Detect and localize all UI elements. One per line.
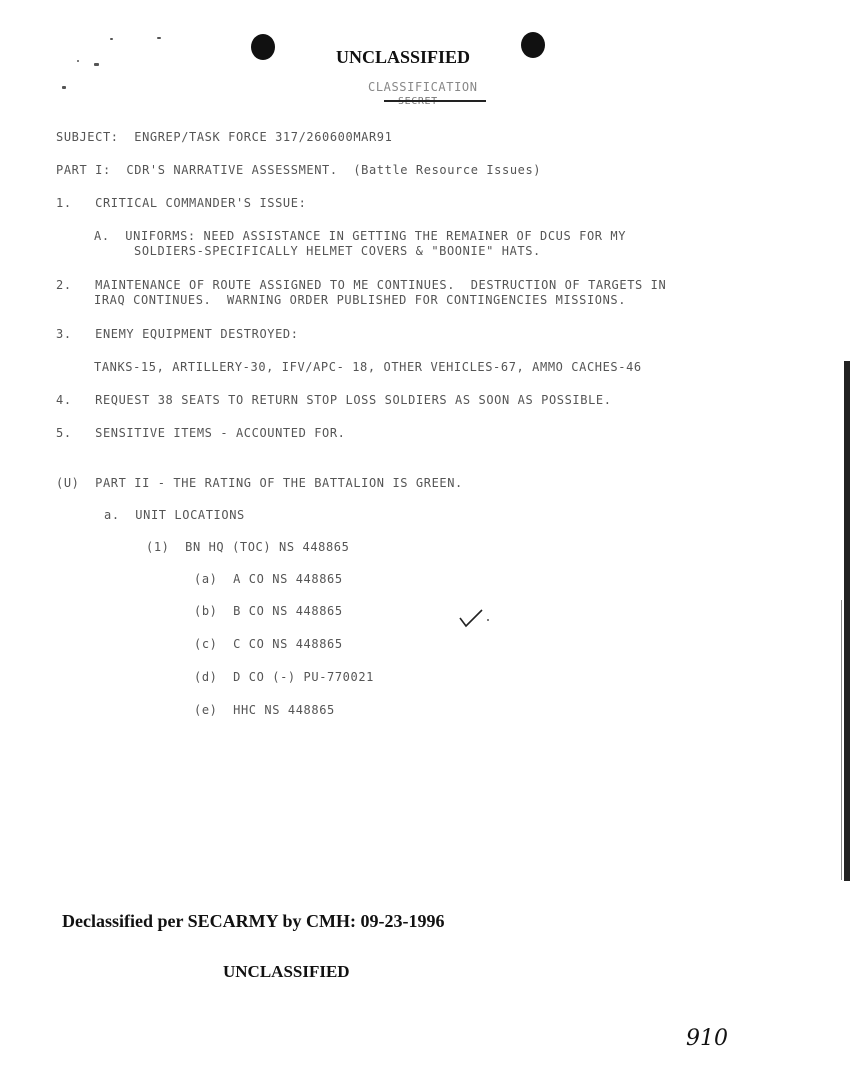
scan-speck bbox=[157, 37, 161, 39]
item-3: 3. ENEMY EQUIPMENT DESTROYED: bbox=[56, 327, 299, 341]
item-2-line1: 2. MAINTENANCE OF ROUTE ASSIGNED TO ME CONTINUES. DESTRUCTION OF TARGETS IN bbox=[56, 278, 667, 292]
subject-line: SUBJECT: ENGREP/TASK FORCE 317/260600MAR91 bbox=[56, 130, 393, 144]
punch-hole-right bbox=[521, 32, 545, 58]
item-5: 5. SENSITIVE ITEMS - ACCOUNTED FOR. bbox=[56, 426, 346, 440]
declassification-notice: Declassified per SECARMY by CMH: 09-23-1996 bbox=[62, 911, 445, 931]
item-2-line2: IRAQ CONTINUES. WARNING ORDER PUBLISHED FOR CONTINGENCIES MISSIONS. bbox=[94, 293, 627, 307]
c-co-location: (c) C CO NS 448865 bbox=[194, 637, 343, 651]
classification-top: UNCLASSIFIED bbox=[336, 47, 471, 67]
item-1a-line1: A. UNIFORMS: NEED ASSISTANCE IN GETTING THE REMAINER OF DCUS FOR MY bbox=[94, 229, 627, 243]
strike-through-line bbox=[384, 100, 486, 102]
scan-speck bbox=[94, 63, 99, 66]
item-3-detail: TANKS-15, ARTILLERY-30, IFV/APC- 18, OTHER VEHICLES-67, AMMO CACHES-46 bbox=[94, 360, 642, 374]
a-co-location: (a) A CO NS 448865 bbox=[194, 572, 343, 586]
scan-margin-bar bbox=[844, 361, 850, 881]
bn-hq-location: (1) BN HQ (TOC) NS 448865 bbox=[146, 540, 350, 554]
scan-speck bbox=[77, 60, 79, 62]
item-1: 1. CRITICAL COMMANDER'S ISSUE: bbox=[56, 196, 307, 210]
scan-speck bbox=[110, 38, 113, 40]
item-1a-line2: SOLDIERS-SPECIFICALLY HELMET COVERS & "BOONIE" HATS. bbox=[134, 244, 541, 258]
unit-locations-heading: a. UNIT LOCATIONS bbox=[104, 508, 245, 522]
punch-hole-left bbox=[251, 34, 275, 60]
part1-heading: PART I: CDR'S NARRATIVE ASSESSMENT. (Battle Resource Issues) bbox=[56, 163, 542, 177]
handwritten-page-number: 910 bbox=[686, 1026, 728, 1051]
part2-heading: (U) PART II - THE RATING OF THE BATTALION IS GREEN. bbox=[56, 476, 463, 490]
d-co-location: (d) D CO (-) PU-770021 bbox=[194, 670, 374, 684]
classification-bottom: UNCLASSIFIED bbox=[223, 962, 350, 981]
scan-margin-line bbox=[841, 600, 842, 880]
scan-speck bbox=[62, 86, 66, 89]
hhc-location: (e) HHC NS 448865 bbox=[194, 703, 335, 717]
item-4: 4. REQUEST 38 SEATS TO RETURN STOP LOSS SOLDIERS AS SOON AS POSSIBLE. bbox=[56, 393, 612, 407]
b-co-location: (b) B CO NS 448865 bbox=[194, 604, 343, 618]
checkmark-icon bbox=[458, 606, 492, 630]
classification-label: CLASSIFICATION bbox=[368, 80, 478, 94]
